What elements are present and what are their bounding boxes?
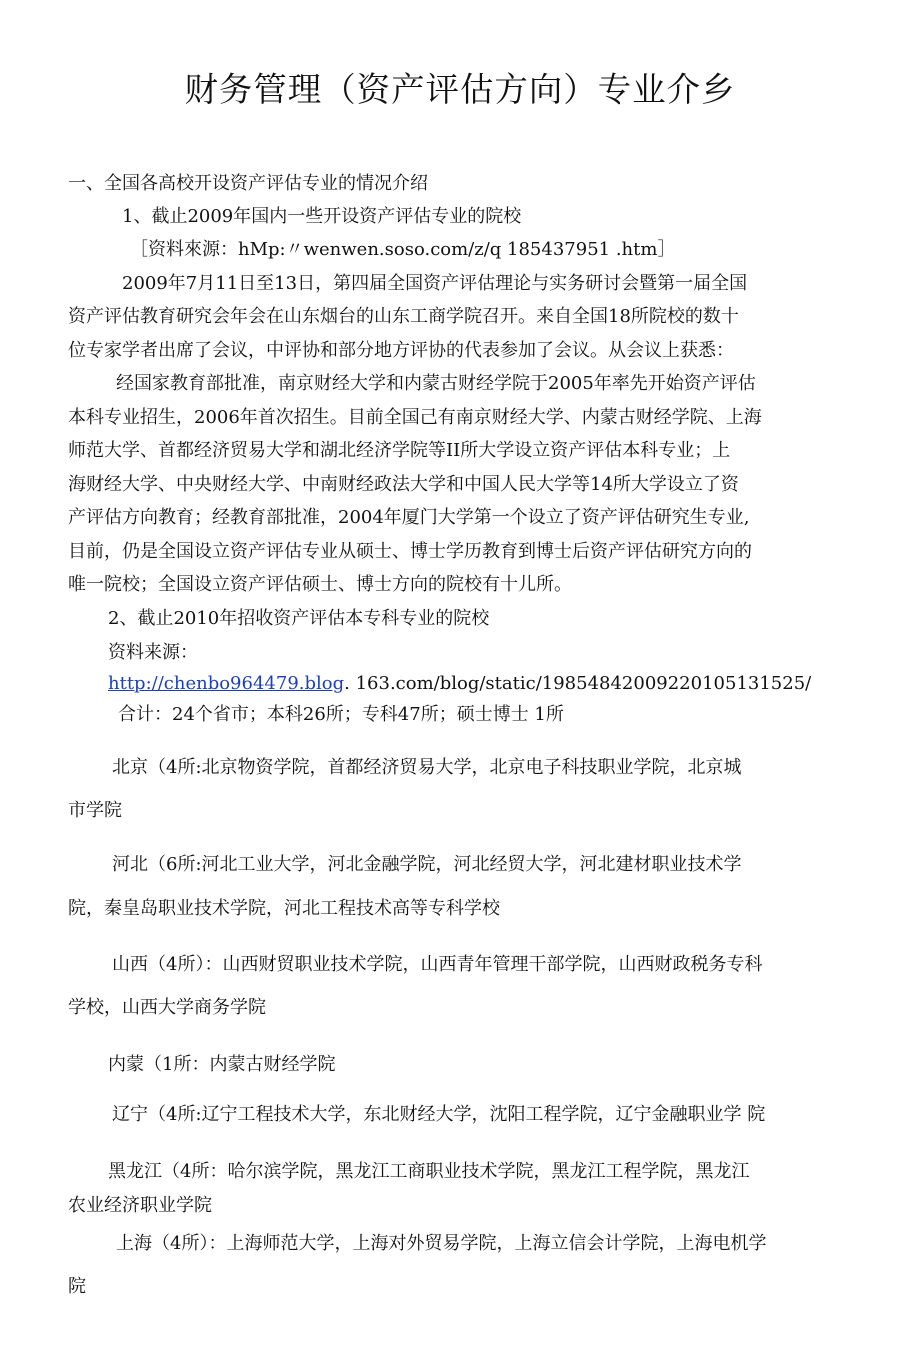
province-neimeng: 内蒙（1所：内蒙古财经学院 xyxy=(108,1054,336,1075)
subsection-heading-1: 1、截止2009年国内一些开设资产评估专业的院校 xyxy=(122,206,522,227)
source-label-2: 资料来源： xyxy=(108,642,198,663)
province-heilongjiang-cont: 农业经济职业学院 xyxy=(68,1195,212,1216)
province-shanxi-cont: 学校，山西大学商务学院 xyxy=(68,997,266,1018)
source-citation-1: ［资料來源：hMp:〃wenwen.soso.com/z/q 185437951 .htm］ xyxy=(130,239,676,260)
paragraph-line: 唯一院校；全国设立资产评估硕士、博士方向的院校有十儿所。 xyxy=(68,574,572,595)
province-hebei: 河北（6所:河北工业大学，河北金融学院，河北经贸大学，河北建材职业技术学 xyxy=(112,854,742,875)
paragraph-line: 位专家学者出席了会议，中评协和部分地方评协的代表参加了会议。从会议上获悉： xyxy=(68,340,734,361)
paragraph-line: 海财经大学、中央财经大学、中南财经政法大学和中国人民大学等14所大学设立了资 xyxy=(68,474,739,495)
page-title: 财务管理（资产评估方向）专业介乡 xyxy=(184,70,736,109)
province-beijing-cont: 市学院 xyxy=(68,800,122,821)
province-heilongjiang: 黑龙江（4所：哈尔滨学院，黑龙江工商职业技术学院，黑龙江工程学院，黑龙江 xyxy=(108,1161,750,1182)
province-shanxi: 山西（4所）：山西财贸职业技术学院，山西青年管理干部学院，山西财政税务专科 xyxy=(112,954,763,975)
paragraph-line: 2009年7月11日至13日，第四届全国资产评估理论与实务研讨会暨第一届全国 xyxy=(122,273,748,294)
paragraph-line: 师范大学、首都经济贸易大学和湖北经济学院等II所大学设立资产评估本科专业；上 xyxy=(68,440,731,461)
section-heading: 一、全国各高校开设资产评估专业的情况介绍 xyxy=(68,173,428,194)
subsection-heading-2: 2、截止2010年招收资产评估本专科专业的院校 xyxy=(108,608,490,629)
province-beijing: 北京（4所:北京物资学院，首都经济贸易大学，北京电子科技职业学院，北京城 xyxy=(112,757,742,778)
province-shanghai-cont: 院 xyxy=(68,1276,86,1297)
province-hebei-cont: 院，秦皇岛职业技术学院，河北工程技术高等专科学校 xyxy=(68,898,500,919)
summary-line: 合计：24个省市；本科26所；专科47所；硕士博士 1所 xyxy=(118,704,564,725)
province-shanghai: 上海（4所）：上海师范大学，上海对外贸易学院，上海立信会计学院，上海电机学 xyxy=(116,1233,767,1254)
source-link[interactable]: http://chenbo964479.blog xyxy=(108,673,345,694)
source-link-rest: . 163.com/blog/static/1985484200922010513152​5/ xyxy=(344,673,812,694)
paragraph-line: 本科专业招生，2006年首次招生。目前全国己有南京财经大学、内蒙古财经学院、上海 xyxy=(68,407,762,428)
paragraph-line: 目前，仍是全国设立资产评估专业从硕士、博士学历教育到博士后资产评估研究方向的 xyxy=(68,541,752,562)
paragraph-line: 产评估方向教育；经教育部批准，2004年厦门大学第一个设立了资产评估研究生专业, xyxy=(68,507,750,528)
province-liaoning: 辽宁（4所:辽宁工程技术大学，东北财经大学，沈阳工程学院，辽宁金融职业学 院 xyxy=(112,1104,766,1125)
source-citation-2 xyxy=(108,672,811,696)
paragraph-line: 经国家教育部批准，南京财经大学和内蒙古财经学院于2005年率先开始资产评估 xyxy=(116,373,756,394)
paragraph-line: 资产评估教育研究会年会在山东烟台的山东工商学院召开。来自全国18所院校的数十 xyxy=(68,306,739,327)
